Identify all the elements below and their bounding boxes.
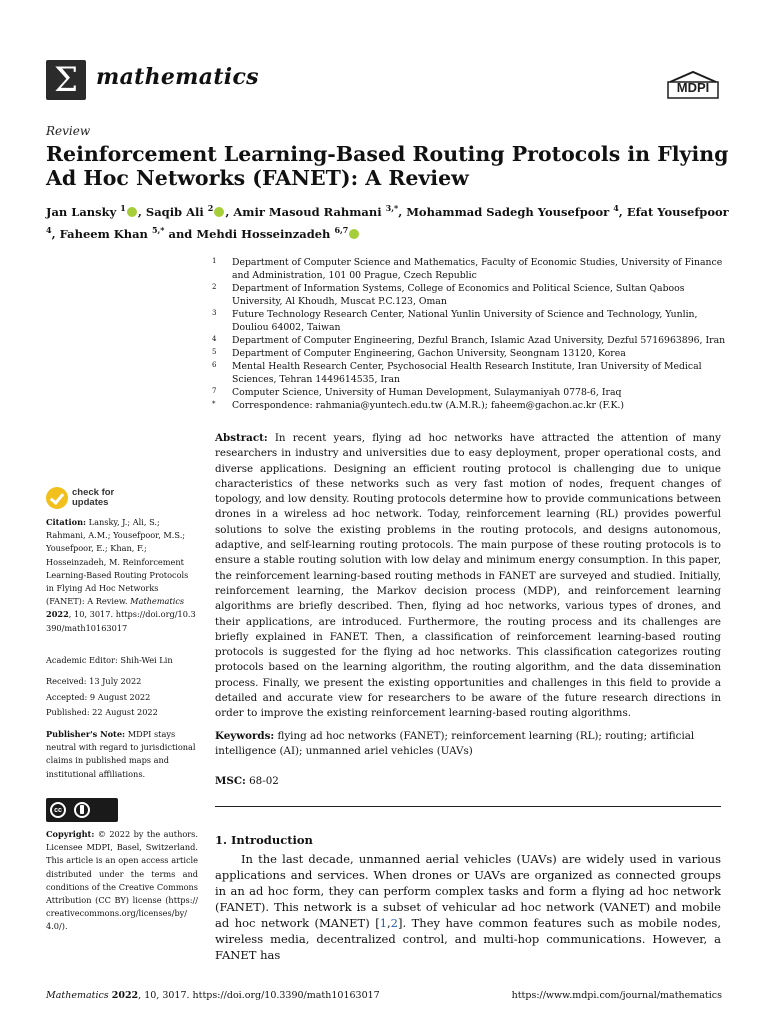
check-for-updates-badge[interactable] bbox=[46, 487, 114, 509]
author-affiliation-mark: 1 bbox=[120, 203, 126, 213]
introduction-text: In the last decade, unmanned aerial vehicles (UAVs) are widely used in various applications and services. When drones or UAVs are organized as connected groups in an ad hoc form, they can perform complex tasks and form a flying ad hoc network (FANET). This network is a subset of vehicular ad hoc network (VANET) and mobile ad hoc network (MANET) [1,2]. They have common features such as mobile nodes, wireless media, decentralized control, and multi-hop communications. However, a FANET has bbox=[215, 852, 721, 962]
affiliation-number: 3 bbox=[212, 309, 217, 317]
received-date: Received: 13 July 2022 bbox=[46, 676, 142, 686]
section-heading-introduction: 1. Introduction bbox=[215, 833, 313, 847]
msc-text: 68-02 bbox=[249, 775, 279, 787]
keywords-label: Keywords: bbox=[215, 730, 275, 742]
affiliation-text: Department of Computer Engineering, Dezful Branch, Islamic Azad University, Dezful 5716963896, Iran bbox=[232, 335, 726, 346]
citation-doi-link[interactable]: https://doi.org/10.3390/math10163017 bbox=[46, 609, 196, 633]
published-date: Published: 22 August 2022 bbox=[46, 707, 158, 717]
journal-logo bbox=[46, 60, 86, 100]
author-name: Saqib Ali bbox=[145, 204, 204, 219]
affiliation-number: 5 bbox=[212, 348, 217, 356]
affiliation-item bbox=[212, 256, 726, 282]
author-name: Amir Masoud Rahmani bbox=[233, 204, 382, 219]
accepted-date: Accepted: 9 August 2022 bbox=[46, 692, 151, 702]
affiliation-item bbox=[212, 399, 726, 412]
affiliation-text: Mental Health Research Center, Psychosocial Health Research Institute, Iran University of Medical Sciences, Tehran 1449614535, Iran bbox=[232, 361, 702, 385]
author-separator: , bbox=[398, 204, 407, 219]
article-type: Review bbox=[46, 124, 91, 138]
affiliation-text: Department of Computer Engineering, Gachon University, Seongnam 13120, Korea bbox=[232, 348, 626, 359]
keywords-text: flying ad hoc networks (FANET); reinforcement learning (RL); routing; artificial intelligence (AI); unmanned ariel vehicles (UAVs) bbox=[215, 730, 695, 758]
affiliation-number: 2 bbox=[212, 283, 217, 291]
reference-link-2[interactable]: 2 bbox=[390, 916, 398, 930]
author-affiliation-mark: 2 bbox=[207, 203, 214, 213]
author-name: Faheem Khan bbox=[59, 226, 148, 241]
citation: Citation: Lansky, J.; Ali, S.; Rahmani, A.M.; Yousefpoor, M.S.; Yousefpoor, E.; Khan, F.; Hosseinzadeh, M. Reinforcement Learning-Based Routing Protocols in Flying Ad Hoc Networks (FANET): A Review. Mathematics 2022, 10, 3017. https://doi.org/10.3390/math10163017 bbox=[46, 517, 196, 633]
affiliation-text: Computer Science, University of Human Development, Sulaymaniyah 0778-6, Iraq bbox=[232, 387, 622, 398]
attribution-icon bbox=[74, 802, 90, 818]
orcid-icon[interactable] bbox=[349, 229, 359, 239]
copyright: Copyright: © 2022 by the authors. Licensee MDPI, Basel, Switzerland. This article is an open access article distributed under the terms and conditions of the Creative Commons Attribution (CC BY) license (https:// creativecommons.org/licenses/by/ 4.0/). bbox=[46, 829, 198, 932]
cc-icon: cc bbox=[50, 802, 66, 818]
author-affiliation-mark: 6,7 bbox=[334, 224, 349, 235]
author-separator: , bbox=[225, 204, 234, 219]
abstract-text: In recent years, flying ad hoc networks have attracted the attention of many researchers in industry and universities due to easy deployment, proper operational costs, and diverse applications. Designing an efficient routing protocol is challenging due to unique characteristics of these networks such as very fast motion of nodes, frequent changes of topology, and low density. Routing protocols determine how to provide communications between drones in a wireless ad hoc network. Today, reinforcement learning (RL) provides powerful solutions to solve the existing problems in the routing protocols, and designs autonomous, adaptive, and self-learning routing protocols. The main purpose of these routing protocols is to ensure a stable routing solution with low delay and minimum energy consumption. In this paper, the reinforcement learning-based routing methods in FANET are surveyed and studied. Initially, reinforcement learning, the Markov decision process (MDP), and reinforcement learning algorithms are briefly described. Then, flying ad hoc networks, various types of drones, and their applications, are introduced. Furthermore, the routing process and its challenges are briefly explained in FANET. Then, a classification of reinforcement learning-based routing protocols is suggested for the flying ad hoc networks. This classification categorizes routing protocols based on the learning algorithm, the routing algorithm, and the data dissemination process. Finally, we present the existing opportunities and challenges in this field to provide a detailed and accurate view for researchers to be aware of the future research directions in order to improve the existing reinforcement learning-based routing algorithms. bbox=[215, 432, 721, 720]
affiliation-number: 4 bbox=[212, 335, 217, 343]
author-separator: and bbox=[164, 226, 197, 241]
affiliations bbox=[212, 256, 726, 412]
author-name: Jan Lansky bbox=[46, 204, 117, 219]
affiliation-number: 7 bbox=[212, 387, 217, 395]
affiliation-text: Future Technology Research Center, National Yunlin University of Science and Technology, Yunlin, Douliou 64002, Taiwan bbox=[232, 309, 698, 333]
author-affiliation-mark: 4 bbox=[613, 203, 619, 213]
section-divider bbox=[215, 806, 721, 807]
check-line2: updates bbox=[72, 497, 109, 508]
reference-link-1[interactable]: 1 bbox=[379, 916, 388, 930]
author-name: Efat Yousefpoor bbox=[626, 204, 729, 219]
footer-journal-url[interactable]: https://www.mdpi.com/journal/mathematics bbox=[511, 990, 722, 1001]
affiliation-item bbox=[212, 347, 726, 360]
abstract bbox=[215, 431, 721, 722]
affiliation-number: 1 bbox=[212, 257, 217, 265]
mdpi-logo bbox=[666, 70, 720, 100]
affiliation-text: Department of Computer Science and Mathematics, Faculty of Economic Studies, University of Finance and Administration, 101 00 Prague, Czech Republic bbox=[232, 257, 723, 281]
affiliation-item bbox=[212, 386, 726, 399]
footer-citation: Mathematics 2022, 10, 3017. https://doi.org/10.3390/math10163017 bbox=[46, 990, 380, 1001]
msc bbox=[215, 775, 279, 787]
journal-name: mathematics bbox=[96, 64, 259, 90]
author-separator: , bbox=[137, 204, 146, 219]
paper-title: Reinforcement Learning-Based Routing Protocols in Flying Ad Hoc Networks (FANET): A Review bbox=[46, 142, 729, 190]
author-separator: , bbox=[618, 204, 627, 219]
orcid-icon[interactable] bbox=[214, 207, 224, 217]
affiliation-number: * bbox=[212, 400, 216, 408]
affiliation-number: 6 bbox=[212, 361, 217, 369]
author-affiliation-mark: 5,* bbox=[151, 224, 165, 235]
affiliation-item bbox=[212, 308, 726, 334]
affiliation-item bbox=[212, 360, 726, 386]
orcid-icon[interactable] bbox=[127, 207, 137, 217]
academic-editor: Academic Editor: Shih-Wei Lin bbox=[46, 655, 173, 665]
sigma-icon: Σ bbox=[53, 60, 79, 100]
affiliation-text: Department of Information Systems, College of Economics and Political Science, Sultan Qaboos University, Al Khoudh, Muscat P.C.123, Oman bbox=[232, 283, 685, 307]
author-separator: , bbox=[51, 226, 60, 241]
abstract-label: Abstract: bbox=[215, 432, 268, 444]
affiliation-item bbox=[212, 282, 726, 308]
author-name: Mehdi Hosseinzadeh bbox=[196, 226, 331, 241]
msc-label: MSC: bbox=[215, 775, 246, 787]
check-line1: check for bbox=[72, 487, 115, 498]
affiliation-item bbox=[212, 334, 726, 347]
publisher-name: MDPI bbox=[676, 80, 710, 95]
author-affiliation-mark: 4 bbox=[46, 224, 52, 235]
keywords bbox=[215, 729, 721, 760]
checkmark-icon bbox=[46, 487, 68, 509]
cc-by-license-badge[interactable] bbox=[46, 798, 118, 822]
publishers-note: Publisher's Note: MDPI stays neutral with regard to jurisdictional claims in published maps and institutional affiliations. bbox=[46, 729, 196, 779]
author-affiliation-mark: 3,* bbox=[385, 203, 399, 213]
author-list bbox=[46, 199, 736, 243]
author-name: Mohammad Sadegh Yousefpoor bbox=[406, 204, 610, 219]
affiliation-text: Correspondence: rahmania@yuntech.edu.tw (A.M.R.); faheem@gachon.ac.kr (F.K.) bbox=[232, 400, 625, 411]
